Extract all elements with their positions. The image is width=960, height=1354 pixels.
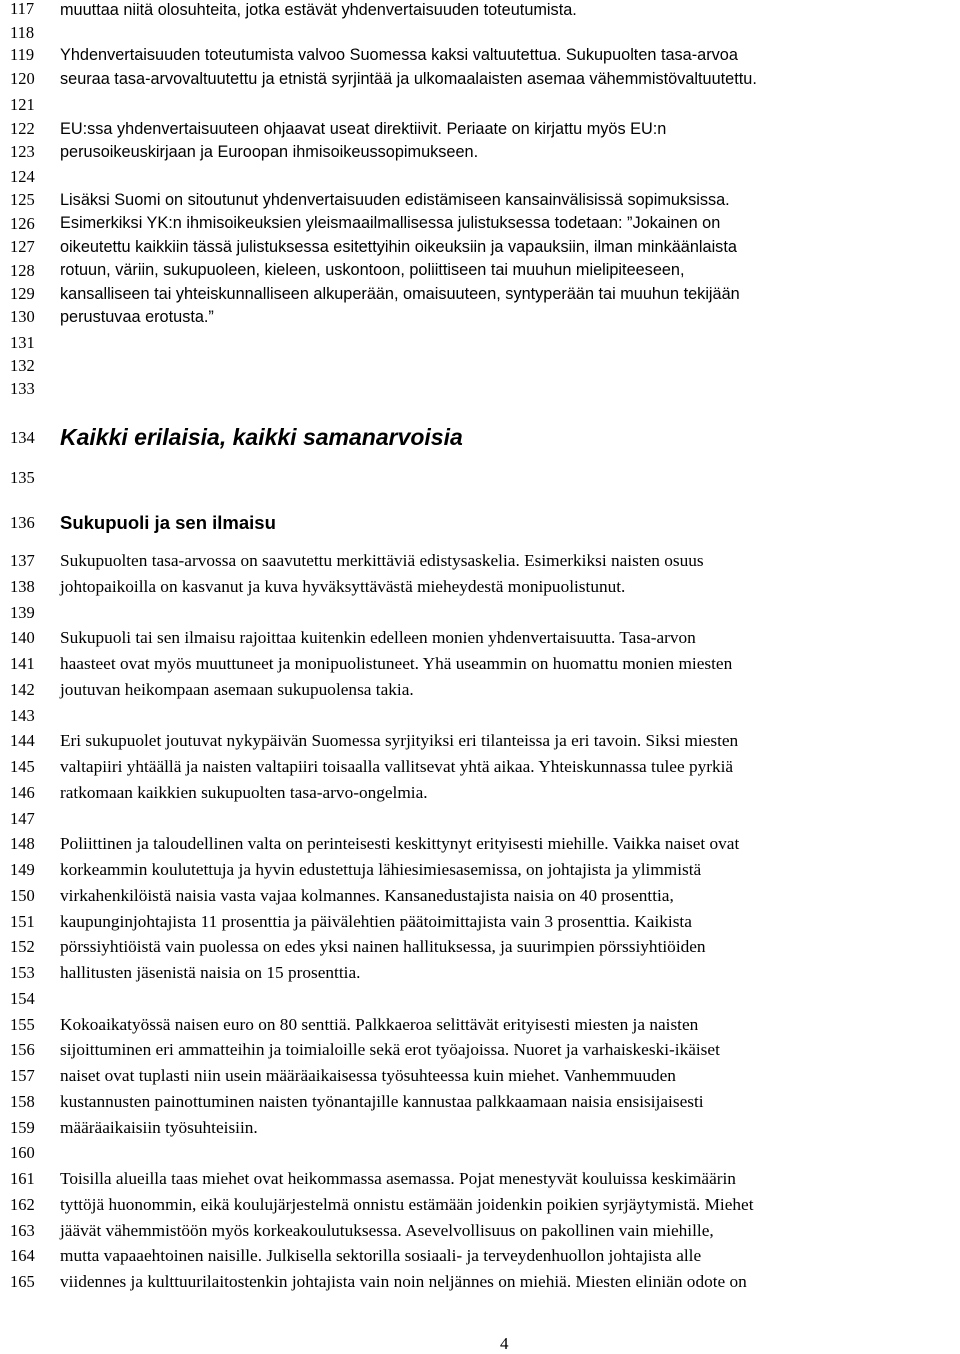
body-text-line: naiset ovat tuplasti niin usein määräaikaisessa työsuhteessa kuin miehet. Vanhemmuuden [60, 1066, 676, 1085]
line-number: 125 [10, 190, 35, 209]
line-number: 137 [10, 551, 35, 570]
main-heading: Kaikki erilaisia, kaikki samanarvoisia [60, 424, 463, 450]
line-number: 158 [10, 1092, 35, 1111]
body-text-line: perustuvaa erotusta.” [60, 308, 214, 326]
body-text-line: Eri sukupuolet joutuvat nykypäivän Suomessa syrjityiksi eri tilanteissa ja eri tavoin. Siksi miesten [60, 731, 739, 750]
body-text-line: Toisilla alueilla taas miehet ovat heikommassa asemassa. Pojat menestyvät kouluissa keskimäärin [60, 1169, 736, 1188]
line-number: 153 [10, 963, 35, 982]
body-text-line: Poliittinen ja taloudellinen valta on perinteisesti keskittynyt erityisesti miehille. Vaikka naiset ovat [60, 834, 740, 853]
line-number: 143 [10, 706, 35, 725]
line-number: 133 [10, 379, 35, 398]
body-text-line: valtapiiri yhtäällä ja naisten valtapiiri toisaalla vallitsevat yhtä aikaa. Yhteiskunnassa tulee pyrkiä [60, 757, 734, 776]
line-number: 163 [10, 1221, 35, 1240]
body-text-line: määräaikaisiin työsuhteisiin. [60, 1118, 258, 1137]
line-number: 128 [10, 261, 35, 280]
body-text-line: seuraa tasa-arvovaltuutettu ja etnistä syrjintää ja ulkomaalaisten asemaa vähemmistövaltuutettu. [60, 70, 757, 88]
body-text-line: Esimerkiksi YK:n ihmisoikeuksien yleismaailmallisessa julistuksessa todetaan: ”Jokainen on [60, 214, 721, 232]
body-text-line: jäävät vähemmistöön myös korkeakoulutuksessa. Asevelvollisuus on pakollinen vain miehille, [60, 1221, 714, 1240]
body-text-line: EU:ssa yhdenvertaisuuteen ohjaavat useat direktiivit. Periaate on kirjattu myös EU:n [60, 120, 667, 138]
line-number: 134 [10, 428, 35, 447]
body-text-line: haasteet ovat myös muuttuneet ja monipuolistuneet. Yhä useammin on huomattu monien miesten [60, 654, 733, 673]
body-text-line: rotuun, väriin, sukupuoleen, kieleen, uskontoon, poliittiseen tai muuhun mielipiteeseen, [60, 261, 685, 279]
line-number: 141 [10, 654, 35, 673]
body-text-line: Sukupuolten tasa-arvossa on saavutettu merkittäviä edistysaskelia. Esimerkiksi naisten osuus [60, 551, 704, 570]
line-number: 139 [10, 603, 35, 622]
line-number: 146 [10, 783, 35, 802]
line-number: 160 [10, 1143, 35, 1162]
page-number: 4 [500, 1334, 509, 1353]
line-number: 144 [10, 731, 35, 750]
line-number: 165 [10, 1272, 35, 1291]
line-number: 123 [10, 142, 35, 161]
body-text-line: ratkomaan kaikkien sukupuolten tasa-arvo-ongelmia. [60, 783, 428, 802]
line-number: 124 [10, 167, 35, 186]
body-text-line: muuttaa niitä olosuhteita, jotka estävät yhdenvertaisuuden toteutumista. [60, 1, 577, 19]
body-text-line: kustannusten painottuminen naisten työnantajille kannustaa palkkaamaan naisia ensisijaisesti [60, 1092, 704, 1111]
body-text-line: Kokoaikatyössä naisen euro on 80 senttiä. Palkkaeroa selittävät erityisesti miesten ja naisten [60, 1015, 699, 1034]
line-number: 140 [10, 628, 35, 647]
line-number: 126 [10, 214, 35, 233]
line-number: 119 [10, 45, 35, 64]
body-text-line: Sukupuoli tai sen ilmaisu rajoittaa kuitenkin edelleen monien yhdenvertaisuutta. Tasa-arvon [60, 628, 696, 647]
line-number: 154 [10, 989, 35, 1008]
line-number: 129 [10, 284, 35, 303]
body-text-line: viidennes ja kulttuurilaitostenkin johtajista vain noin neljännes on miehiä. Miesten eliniän odote on [60, 1272, 747, 1291]
body-text-line: kaupunginjohtajista 11 prosenttia ja päivälehtien päätoimittajista vain 3 prosenttia. Kaikista [60, 912, 692, 931]
line-number: 161 [10, 1169, 35, 1188]
body-text-line: johtopaikoilla on kasvanut ja kuva hyväksyttävästä mieheydestä monipuolistunut. [60, 577, 626, 596]
body-text-line: oikeutettu kaikkiin tässä julistuksessa esitettyihin oikeuksiin ja vapauksiin, ilman minkäänlaista [60, 238, 737, 256]
body-text-line: virkahenkilöistä naisia vasta vajaa kolmannes. Kansanedustajista naisia on 40 prosenttia, [60, 886, 674, 905]
line-number: 149 [10, 860, 35, 879]
line-number: 157 [10, 1066, 35, 1085]
line-number: 117 [10, 0, 35, 18]
line-number: 148 [10, 834, 35, 853]
line-number: 131 [10, 333, 35, 352]
line-number: 127 [10, 237, 35, 256]
line-number: 135 [10, 468, 35, 487]
line-number: 138 [10, 577, 35, 596]
line-number: 162 [10, 1195, 35, 1214]
body-text-line: mutta vapaaehtoinen naisille. Julkisella sektorilla sosiaali- ja terveydenhuollon johtajista alle [60, 1246, 702, 1265]
line-number: 156 [10, 1040, 35, 1059]
body-text-line: sijoittuminen eri ammatteihin ja toimialoille sekä erot työajoissa. Nuoret ja varhaiskeski-ikäiset [60, 1040, 720, 1059]
line-number: 136 [10, 513, 35, 532]
line-number: 147 [10, 809, 35, 828]
line-number: 118 [10, 23, 35, 42]
line-number: 122 [10, 119, 35, 138]
line-number: 130 [10, 307, 35, 326]
body-text-line: joutuvan heikompaan asemaan sukupuolensa takia. [60, 680, 414, 699]
body-text-line: Lisäksi Suomi on sitoutunut yhdenvertaisuuden edistämiseen kansainvälisissä sopimuksissa. [60, 191, 730, 209]
body-text-line: Yhdenvertaisuuden toteutumista valvoo Suomessa kaksi valtuutettua. Sukupuolten tasa-arvoa [60, 46, 738, 64]
line-number: 152 [10, 937, 35, 956]
body-text-line: korkeammin koulutettuja ja hyvin edustettuja lähiesimiesasemissa, on johtajista ja ylimmistä [60, 860, 702, 879]
line-number: 151 [10, 912, 35, 931]
line-number: 145 [10, 757, 35, 776]
body-text-line: pörssiyhtiöistä vain puolessa on edes yksi nainen hallituksessa, ja suurimpien pörssiyhtiöiden [60, 937, 706, 956]
section-heading: Sukupuoli ja sen ilmaisu [60, 512, 276, 533]
line-number: 142 [10, 680, 35, 699]
body-text-line: perusoikeuskirjaan ja Euroopan ihmisoikeussopimukseen. [60, 143, 479, 161]
line-number: 164 [10, 1246, 35, 1265]
line-number: 132 [10, 356, 35, 375]
body-text-line: tyttöjä huonommin, eikä koulujärjestelmä onnistu estämään joidenkin poikien syrjäytymistä. Miehet [60, 1195, 754, 1214]
line-number: 159 [10, 1118, 35, 1137]
body-text-line: kansalliseen tai yhteiskunnalliseen alkuperään, omaisuuteen, syntyperään tai muuhun tekijään [60, 285, 740, 303]
line-number: 120 [10, 69, 35, 88]
line-number: 121 [10, 95, 35, 114]
body-text-line: hallitusten jäsenistä naisia on 15 prosenttia. [60, 963, 361, 982]
line-number: 155 [10, 1015, 35, 1034]
line-number: 150 [10, 886, 35, 905]
